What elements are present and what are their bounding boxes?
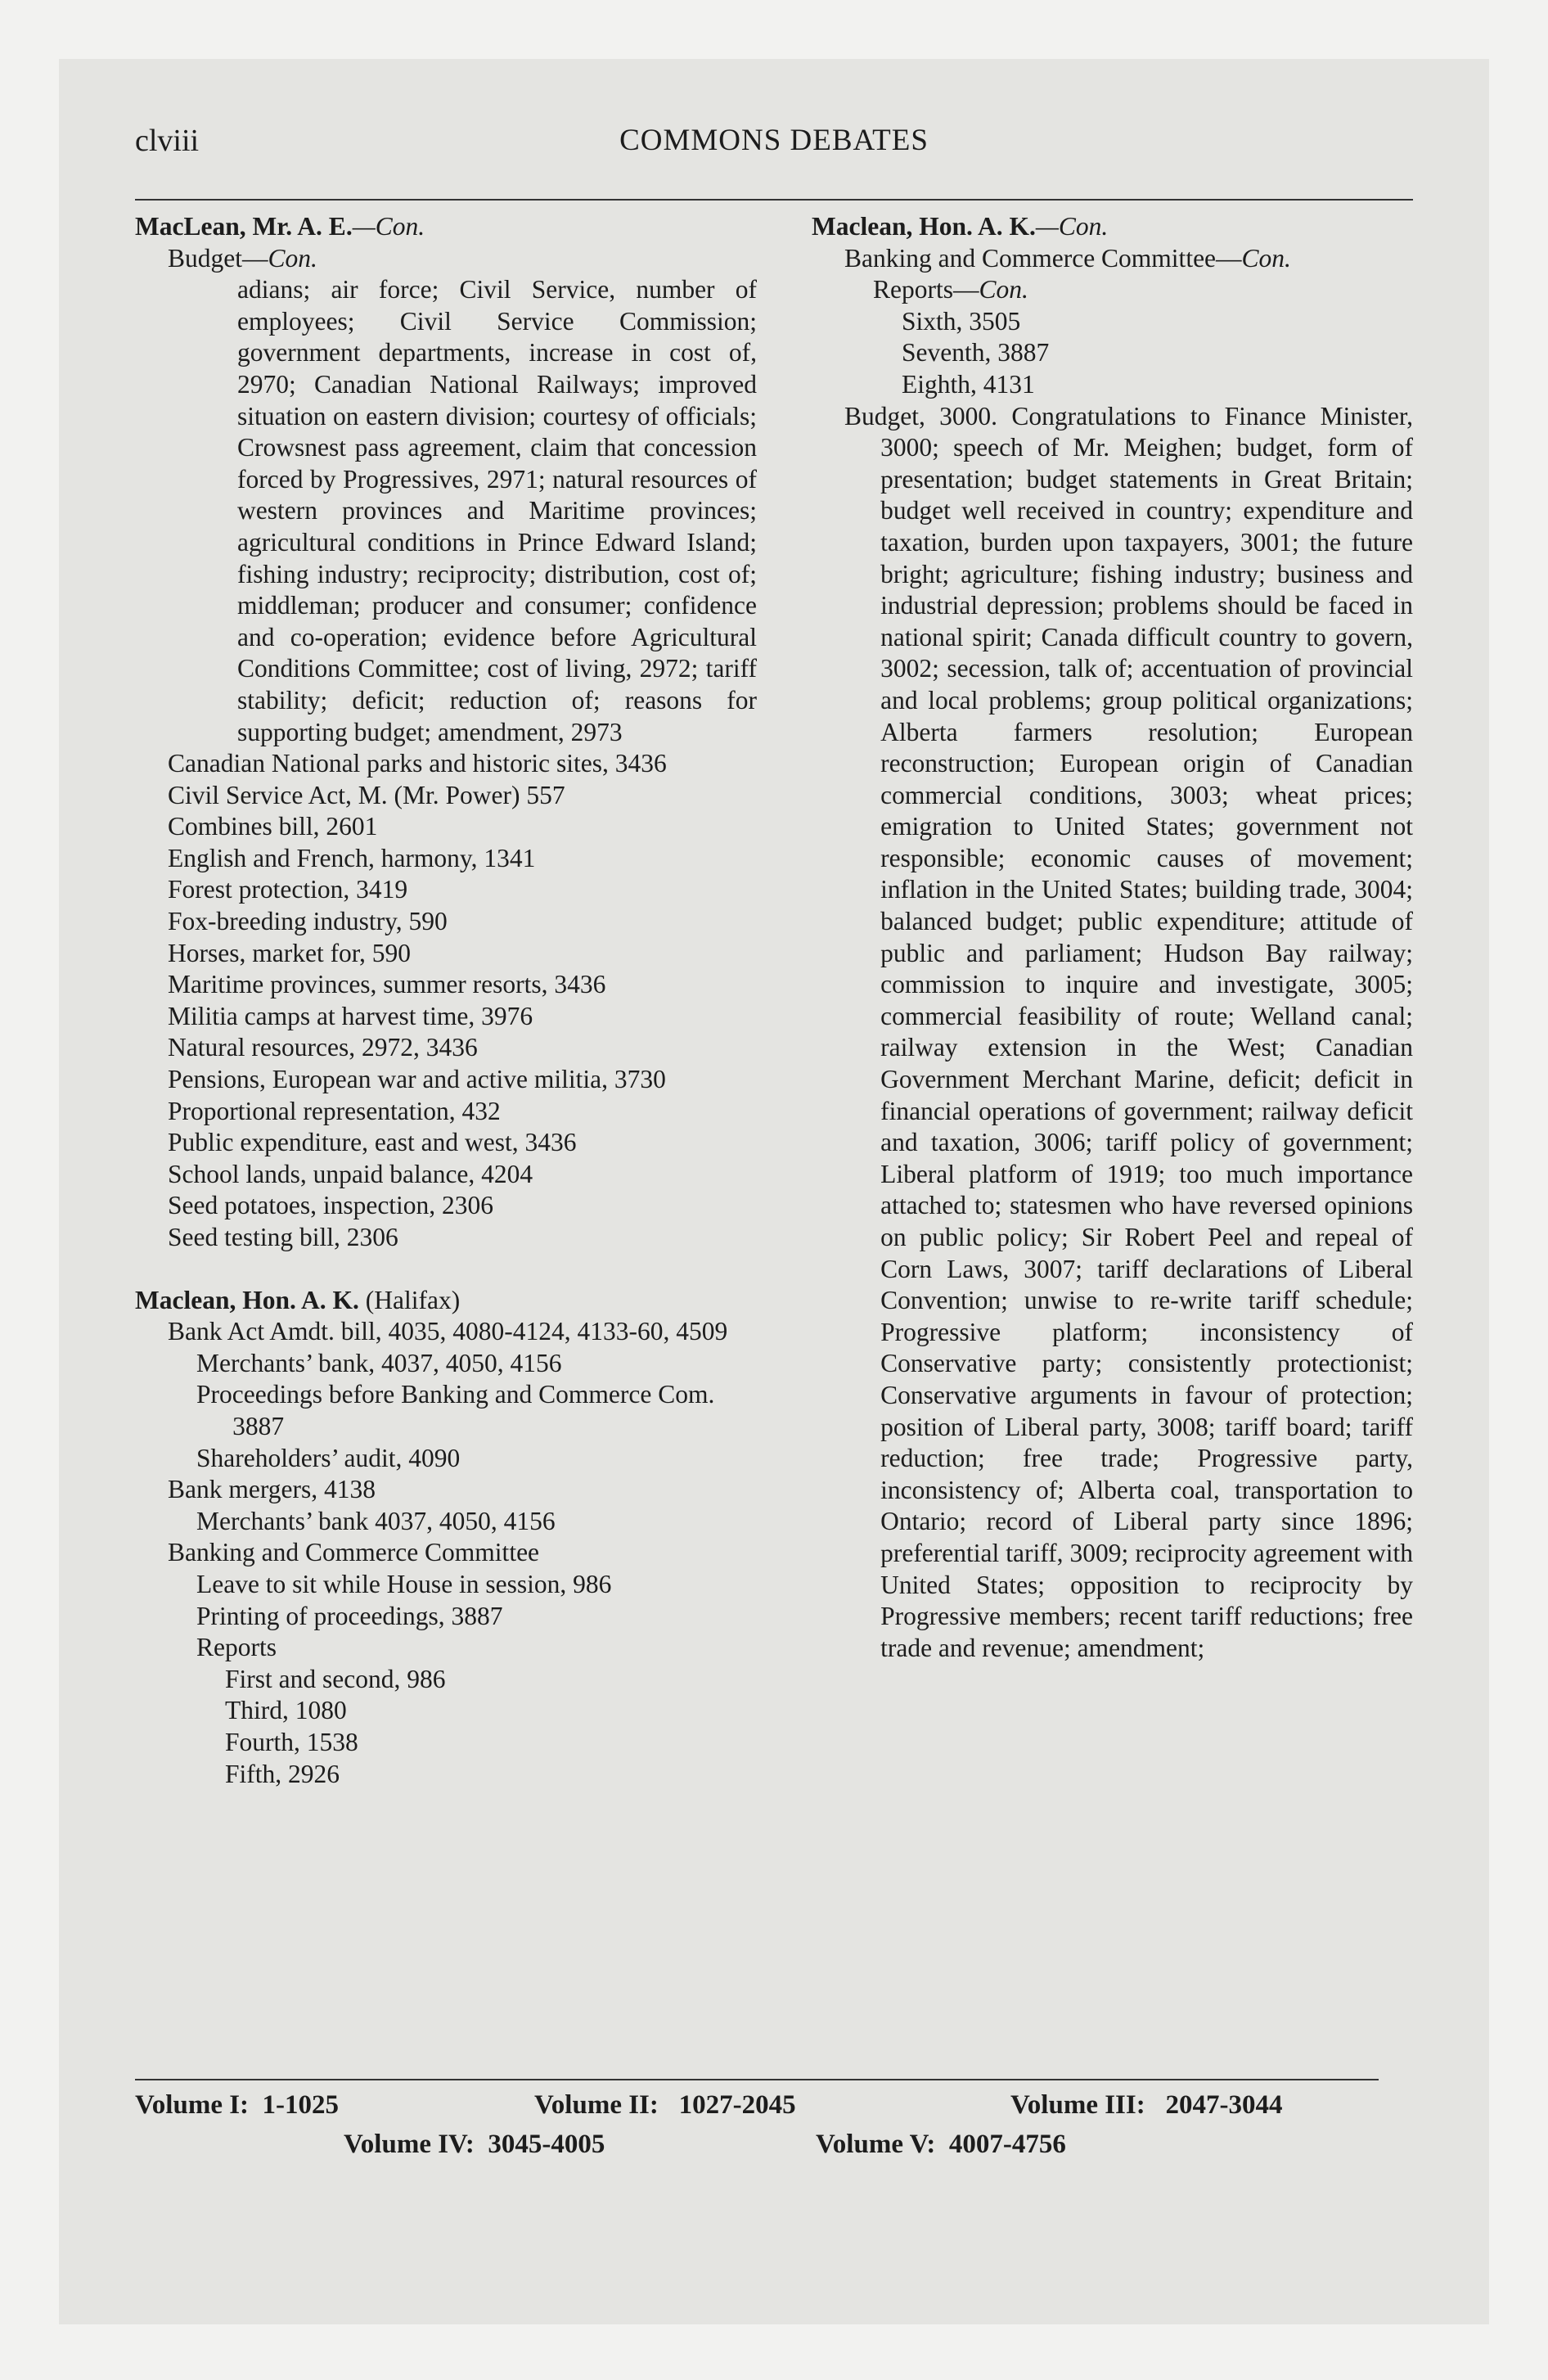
- constituency: (Halifax): [358, 1285, 461, 1314]
- index-subitem: Leave to sit while House in session, 986: [196, 1569, 612, 1598]
- volume-label: Volume IV:: [344, 2130, 475, 2159]
- index-item: Forest protection, 3419: [168, 875, 408, 904]
- index-item: Civil Service Act, M. (Mr. Power) 557: [168, 780, 565, 809]
- running-title: COMMONS DEBATES: [619, 124, 929, 157]
- volume-range: 1-1025: [262, 2090, 340, 2120]
- entry-name: MacLean, Mr. A. E.: [135, 212, 353, 241]
- report-item: Sixth, 3505: [902, 306, 1021, 336]
- banking-label: Banking and Commerce Committee—: [844, 243, 1242, 273]
- volume-label: Volume III:: [1010, 2090, 1145, 2120]
- entry-heading: [135, 211, 757, 243]
- index-item: Pensions, European war and active militia, 3730: [168, 1065, 666, 1094]
- report-item: First and second, 986: [225, 1664, 446, 1693]
- index-item: Public expenditure, east and west, 3436: [168, 1128, 577, 1157]
- header-rule: [135, 199, 1413, 201]
- volume-3: [1010, 2089, 1282, 2121]
- index-items: [135, 748, 757, 1254]
- index-item: English and French, harmony, 1341: [168, 843, 536, 872]
- entry-heading: [812, 211, 1413, 243]
- report-item: Seventh, 3887: [902, 338, 1050, 367]
- index-item: Seed testing bill, 2306: [168, 1223, 398, 1251]
- volume-range: 2047-3044: [1165, 2090, 1283, 2120]
- reports-label-text: Reports—: [873, 275, 979, 304]
- budget-text: adians; air force; Civil Service, number of employees; Civil Service Commission; government departments, increase in cost of, 2970; Canadian National Railways; improved situation on eastern division; courtesy of officials; Crowsnest pass agreement, claim that concession forced by Progressives, 2971; natural resources of western provinces and Maritime provinces; agricultural conditions in Prince Edward Island; fishing industry; reciprocity; distribution, cost of; middleman; producer and consumer; confidence and co-operation; evidence before Agricultural Conditions Committee; cost of living, 2972; tariff stability; deficit; reduction of; reasons for supporting budget; amendment, 2973: [237, 275, 757, 746]
- continued-label: Con.: [1241, 243, 1291, 273]
- index-item: Horses, market for, 590: [168, 938, 412, 967]
- index-item: Combines bill, 2601: [168, 812, 378, 841]
- index-item: Banking and Commerce Committee: [168, 1538, 540, 1567]
- index-subitem: Printing of proceedings, 3887: [196, 1601, 503, 1630]
- budget-label: Budget—: [168, 243, 268, 273]
- right-column: [812, 211, 1413, 1664]
- subheading-budget: [135, 243, 757, 275]
- index-item: Proportional representation, 432: [168, 1096, 501, 1125]
- index-item: Militia camps at harvest time, 3976: [168, 1001, 533, 1030]
- report-item: Third, 1080: [225, 1696, 347, 1725]
- volume-range: 4007-4756: [948, 2130, 1066, 2159]
- index-subitem: Merchants’ bank 4037, 4050, 4156: [196, 1506, 556, 1535]
- report-item: Fourth, 1538: [225, 1727, 358, 1756]
- index-item: Canadian National parks and historic sites, 3436: [168, 749, 667, 778]
- volume-label: Volume II:: [534, 2090, 659, 2120]
- reports-label: [812, 274, 1413, 306]
- report-item: Fifth, 2926: [225, 1759, 340, 1788]
- index-item: Bank mergers, 4138: [168, 1475, 376, 1504]
- index-item: Fox-breeding industry, 590: [168, 907, 448, 936]
- volume-label: Volume I:: [135, 2090, 250, 2120]
- volume-1: [135, 2089, 339, 2121]
- entry-name: Maclean, Hon. A. K.: [812, 212, 1036, 241]
- index-subitem: Shareholders’ audit, 4090: [196, 1443, 461, 1472]
- index-subitem: Proceedings before Banking and Commerce Com. 3887: [196, 1380, 715, 1440]
- entry-name: Maclean, Hon. A. K.: [135, 1285, 359, 1314]
- continued-label: —Con.: [1035, 212, 1109, 241]
- continued-label: Con.: [979, 275, 1028, 304]
- index-item: Seed potatoes, inspection, 2306: [168, 1191, 494, 1220]
- volume-range: 1027-2045: [678, 2090, 796, 2120]
- left-column: [135, 211, 757, 1790]
- volume-4: [344, 2128, 605, 2161]
- report-item: Eighth, 4131: [902, 369, 1035, 399]
- index-item: Natural resources, 2972, 3436: [168, 1033, 478, 1062]
- volume-range: 3045-4005: [488, 2130, 605, 2159]
- index-item: School lands, unpaid balance, 4204: [168, 1159, 533, 1188]
- subheading-banking: [812, 243, 1413, 275]
- footer-rule: [135, 2079, 1379, 2080]
- page-number: clviii: [135, 124, 200, 158]
- volume-2: [534, 2089, 796, 2121]
- volume-label: Volume V:: [816, 2130, 936, 2159]
- index-subitem: Merchants’ bank, 4037, 4050, 4156: [196, 1348, 562, 1377]
- page-header: [135, 123, 1413, 172]
- index-item: Maritime provinces, summer resorts, 3436: [168, 970, 606, 999]
- continued-label: —Con.: [352, 212, 425, 241]
- continued-label: Con.: [268, 243, 317, 273]
- budget-text: Budget, 3000. Congratulations to Finance Minister, 3000; speech of Mr. Meighen; budget, form of presentation; budget statements in Great Britain; budget well received in country; expenditure and taxation, burden upon taxpayers, 3001; the future bright; agriculture; fishing industry; business and industrial depression; problems should be faced in national spirit; Canada difficult country to govern, 3002; secession, talk of; accentuation of provincial and local problems; group political organizations; Alberta farmers resolution; European reconstruction; European origin of Canadian commercial conditions, 3003; wheat prices; emigration to United States; government not responsible; economic causes of movement; inflation in the United States; building trade, 3004; balanced budget; public expenditure; attitude of public and parliament; Hudson Bay railway; commission to inquire and investigate, 3005; commercial feasibility of route; Welland canal; railway extension in the West; Canadian Government Merchant Marine, deficit; deficit in financial operations of government; railway deficit and taxation, 3006; tariff policy of government; Liberal platform of 1919; too much importance attached to; statesmen who have reversed opinions on public policy; Sir Robert Peel and repeal of Corn Laws, 3007; tariff declarations of Liberal Convention; unwise to re-write tariff schedule; Progressive platform; inconsistency of Conservative party; consistently protectionist; Conservative arguments in favour of protection; position of Liberal party, 3008; tariff board; tariff reduction; free trade; Progressive party, inconsistency of; Alberta coal, transportation to Ontario; record of Liberal party since 1896; preferential tariff, 3009; reciprocity agreement with United States; opposition to reciprocity by Progressive members; recent tariff reductions; free trade and revenue; amendment;: [844, 401, 1413, 1662]
- volume-5: [816, 2128, 1066, 2161]
- reports-label: Reports: [196, 1633, 277, 1662]
- entry-heading: [135, 1285, 757, 1317]
- index-item: Bank Act Amdt. bill, 4035, 4080-4124, 4133-60, 4509: [168, 1317, 728, 1346]
